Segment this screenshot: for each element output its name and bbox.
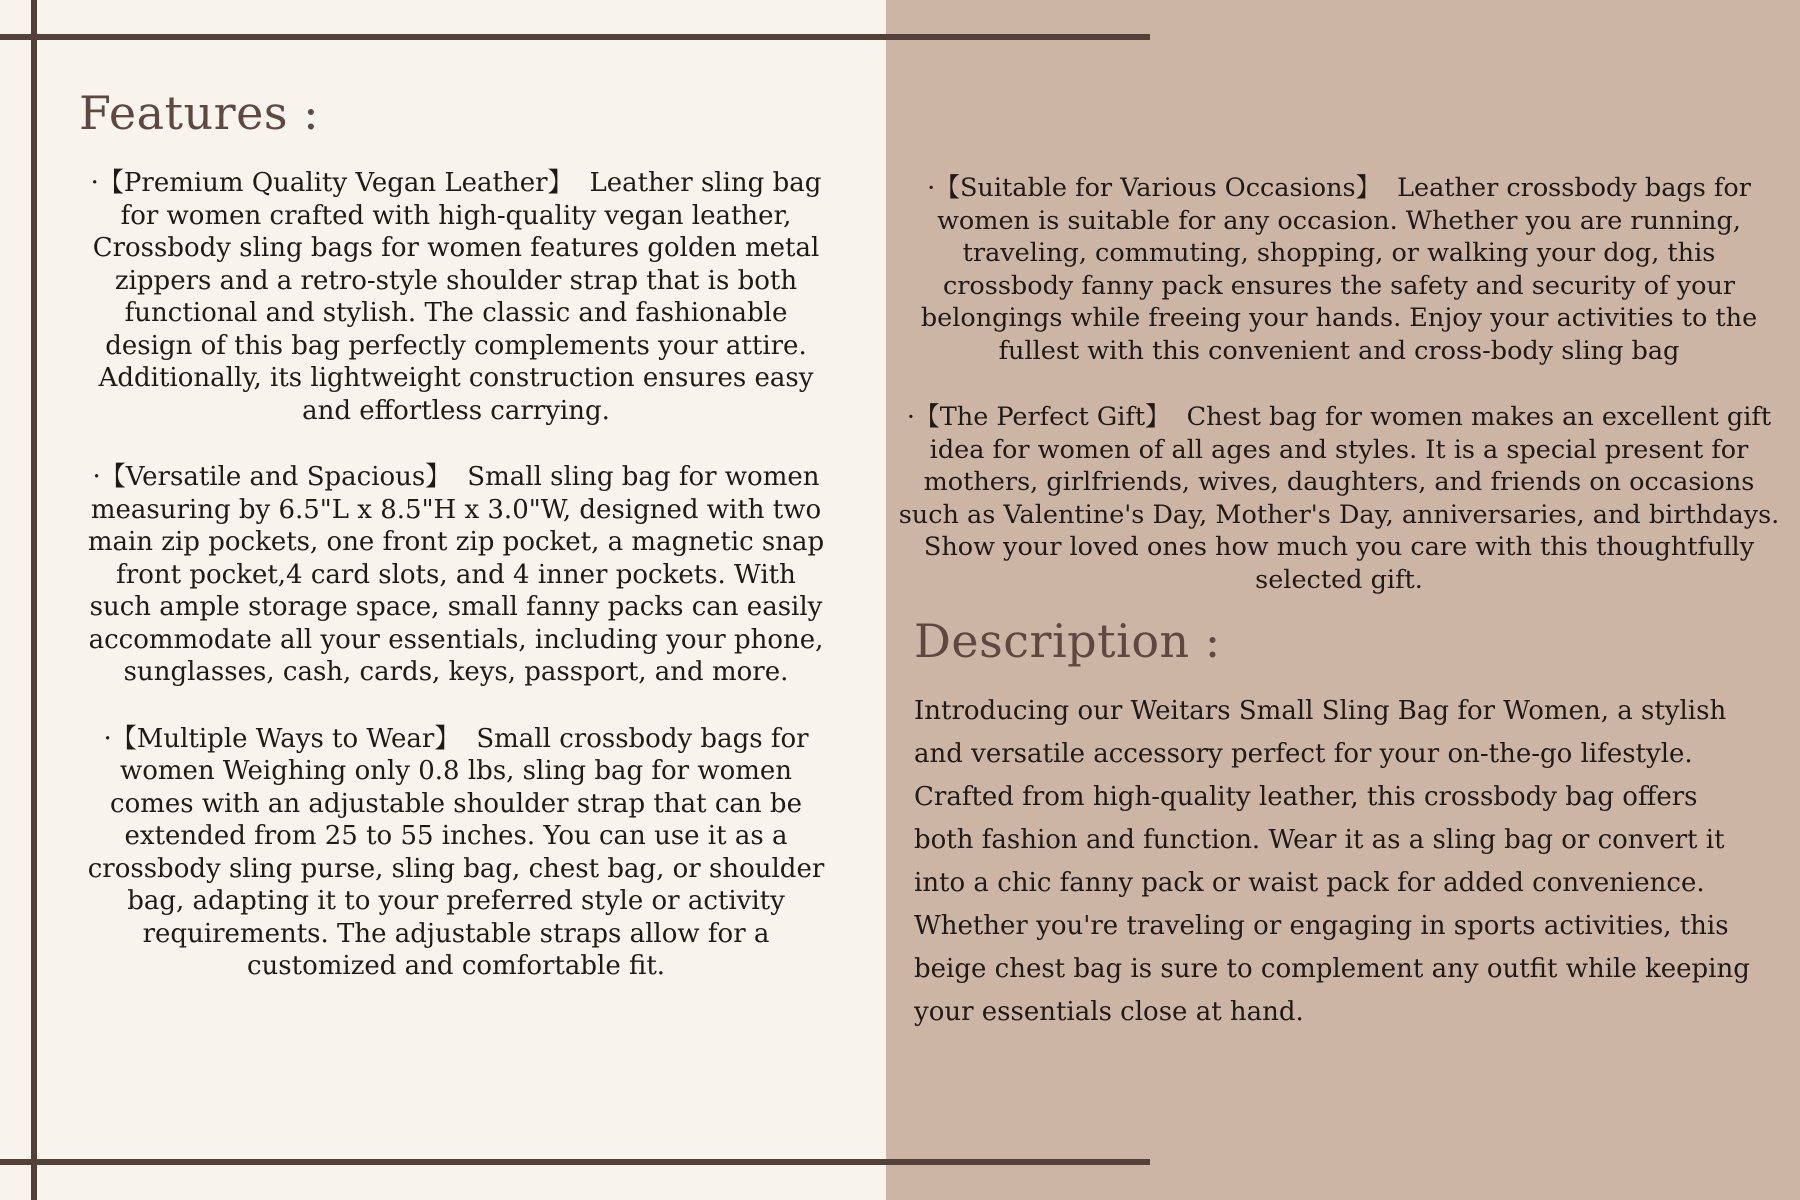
bullet: ·: [927, 173, 936, 203]
bullet: ·: [906, 402, 916, 432]
feature-item-various-occasions: [898, 172, 1780, 367]
feature-title: 【The Perfect Gift】: [927, 402, 1171, 432]
description-heading: Description :: [914, 614, 1221, 668]
feature-title: 【Premium Quality Vegan Leather】: [110, 168, 574, 198]
feature-item-multiple-ways: [86, 723, 826, 983]
feature-text: Leather crossbody bags for women is suitable for any occasion. Whether you are running, traveling, commuting, shopping, or walking your dog, this crossbody fanny pack ensures the safety and security of your belongings while freeing your hands. Enjoy your activities to the fullest with this convenient and cross-body sling bag: [920, 173, 1758, 366]
feature-item-premium-leather: [86, 167, 826, 427]
description-text: Introducing our Weitars Small Sling Bag for Women, a stylish and versatile accessory perfect for your on-the-go lifestyle. Crafted from high-quality leather, this crossbody bag offers both fashion and function. Wear it as a sling bag or convert it into a chic fanny pack or waist pack for added convenience. Whether you're traveling or engaging in sports activities, this beige chest bag is sure to complement any outfit while keeping your essentials close at hand.: [914, 696, 1750, 1027]
bullet: ·: [92, 462, 101, 492]
feature-text: Small sling bag for women measuring by 6.5"L x 8.5"H x 3.0"W, designed with two main zip pockets, one front zip pocket, a magnetic snap front pocket,4 card slots, and 4 inner pockets. With such ample storage space, small fanny packs can easily accommodate all your essentials, including your phone, sunglasses, cash, cards, keys, passport, and more.: [87, 462, 825, 687]
frame-bottom-line: [0, 1159, 1150, 1165]
features-left-column: [86, 167, 826, 1017]
frame-vertical-line: [31, 0, 37, 1200]
bullet: ·: [90, 168, 99, 198]
feature-title: 【Versatile and Spacious】: [112, 462, 452, 492]
features-heading: Features :: [79, 86, 320, 140]
frame-top-line: [0, 34, 1150, 40]
features-right-column: [898, 172, 1780, 630]
feature-text: Small crossbody bags for women Weighing only 0.8 lbs, sling bag for women comes with an adjustable shoulder strap that can be extended from 25 to 55 inches. You can use it as a crossbody sling purse, sling bag, chest bag, or shoulder bag, adapting it to your preferred style or activity requirements. The adjustable straps allow for a customized and comfortable fit.: [87, 723, 825, 981]
feature-item-versatile-spacious: [86, 461, 826, 689]
feature-text: Chest bag for women makes an excellent gift idea for women of all ages and styles. It is a special present for mothers, girlfriends, wives, daughters, and friends on occasions such as Valentine's Day, Mother's Day, anniversaries, and birthdays. Show your loved ones how much you care with this thoughtfully selected gift.: [898, 402, 1780, 595]
bullet: ·: [103, 723, 112, 754]
feature-text: Leather sling bag for women crafted with high-quality vegan leather, Crossbody sling bags for women features golden metal zippers and a retro-style shoulder strap that is both functional and stylish. The classic and fashionable design of this bag perfectly complements your attire. Additionally, its lightweight construction ensures easy and effortless carrying.: [92, 168, 822, 426]
feature-title: 【Suitable for Various Occasions】: [947, 173, 1382, 203]
feature-item-perfect-gift: [898, 401, 1780, 596]
feature-title: 【Multiple Ways to Wear】: [123, 723, 461, 754]
